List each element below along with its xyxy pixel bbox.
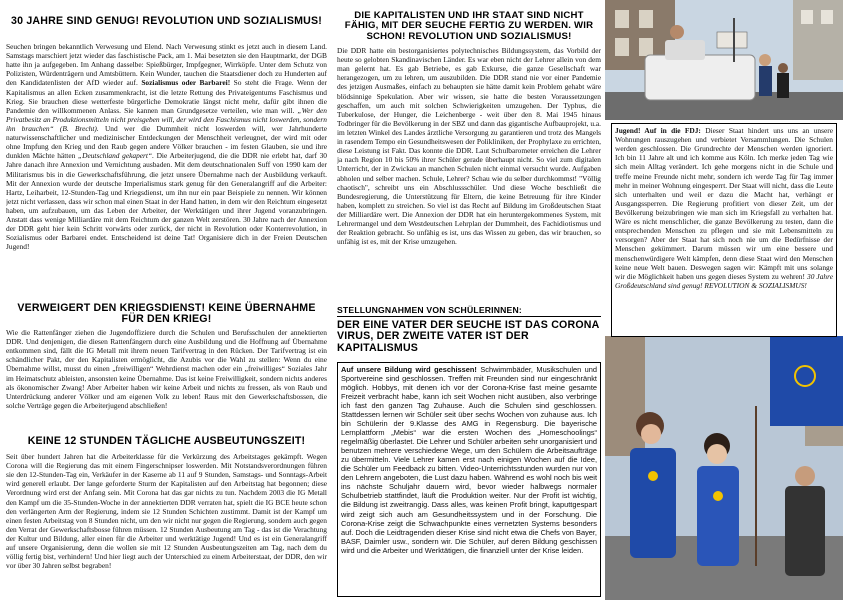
article-1-text-d: Die Arbeiterjugend, die die DDR nie erlebt hat, darf 30 Jahre danach ihre Annexion und Vernichtung ausbaden. Mit dem deutschnationalen Suff von 1990 kam der Militarismus bis in die Gewerkschaftsführung, die jetzt unsere Übernahme nach der Ausbildung verkauft. Mit der Annexion wurde der deutsche Imperialismus stark genug für den Generalangriff auf die Arbeiter: Hartz, Leiharbeit, 12-Stunden-Tag und Kriegsdienst, um ihn nur ein paar Beispiele zu nennen. Wir können jetzt nicht verlassen, dass wir schon mal einen Staat in der Hand hatten, in dem wir den Reichtum eingesetzt haben, um aufzubauen, um das Leben der Arbeiter, der Werktätigen und ihrer Jugend voranzubringen. Anstatt dass wenige Milliardäre mit dem Reichtum der ganzen Welt zerstören. 30 Jahre nach der Annexion der DDR geht hier kein Schritt vorwärts oder zurück, der nicht in Revolution oder Konterrevolution, in Sozialismus oder Barbarei endet. Entscheidend ist deine Tat! Organisiere dich in der Freien Deutschen Jugend! [6, 151, 327, 252]
column-middle [333, 0, 605, 600]
article-1-text-b: So steht die Frage. Wenn der Kapitalismus an allen Ecken zusammenkracht, ist die letzte Rettung des Privateigentums Faschismus und Krieg. Sie brauchen diese wetterfeste bürgerliche Demokratie längst nicht mehr, dafür gibt ihnen die Pandemie den willkommenen Anlass. Sie kannen man Grundgesetze verteilen, wie man will. [6, 78, 327, 115]
demonstration-photo [605, 336, 843, 600]
article-1-headline: 30 JAHRE SIND GENUG! REVOLUTION UND SOZIALISMUS! [11, 15, 322, 27]
student-statement-lead: Auf unsere Bildung wird geschissen! [341, 365, 477, 374]
column-left [0, 0, 333, 600]
article-2-body: Wie die Rattenfänger ziehen die Jugendoffiziere durch die Schulen und Berufsschulen der annektierten DDR. Und denjenigen, die diesen Rattenfängern durch eine Ausbildung und die Hoffnung auf Übernahme entkommen sind, fällt die IG Metall mit ihrem neuen Tarifvertrag in den Rücken. Der Tarifvertrag ist ein schändlicher Pakt, der den Kapitalisten ermöglicht, die Azubis vor die Wahl zu stellen: Wenn du eine Übernahme willst, musst du einen „freiwilligen“ Wehrdienst machen oder ein „freiwilliges“ Soziales Jahr im Heimatschutz ableisten, ansonsten keine Übernahme. Das ist keine Freiwilligkeit, sondern nichts anderes als ökonomischer Zwang! Aber Arbeiter haben wir keine Arbeit und nichts zu fressen, als von Raub und Unterdrückung anderer Völker und am eigenen Volk zu leben! Raus mit den Gewerkschaftsbossen, die solche Verträge gegen die Arbeiterjugend abschließen! [6, 328, 327, 410]
article-5-kicker: STELLUNGNAHMEN VON SCHÜLERINNEN: [337, 305, 522, 315]
article-1-quote-2: „Deutschland gekapert“. [78, 151, 154, 161]
rally-photo [605, 0, 843, 120]
article-1-quote: „Wer den Privatbesitz an Produktionsmitteln nicht preisgeben will, der wird den Faschismus nicht loswerden, sondern ihn brauchen“ (B. Brecht). [6, 105, 327, 133]
section-divider [337, 316, 601, 317]
fdj-statement-body: Dieser Staat hindert uns uns an unsere Wohnungen rauszugehen und verbietet Versammlungen. Die Schulen werden geschlossen. Die Grundrechte der Menschen werden ignoriert. Ich bin 11 Jahre alt und ich komme aus Köln. Ich merke jeden Tag wie sich mein Alltag verändert. Ich gehe morgens nicht in die Schule und treffe meine Freunde nicht mehr, sondern ich werde Tag für Tag immer mehr in meiner Wohnung eingesperrt. Der Staat will nicht, dass die Leute sich unterhalten und weil er dazu die Macht hat, verhängt er Ausgangssperren. Die Regierung profitiert von dieser Zeit, um der Bevölkerung beizubringen wie man sich im Kriegsfall zu verhalten hat. Wäre es nicht menschlicher, die ganze Bevölkerung zu testen, dann die entsprechenden Menschen zu pflegen und sie mit Lebensmitteln zu versorgen? Aber der Staat hat sich noch nie um die Bedürfnisse der Menschen gekümmert. Darum müssen wir um eine bessere und menschenwürdigere Welt kämpfen, denn diese Staat wird den Menschen keine neue Welt bauen. Deswegen sagen wir: [615, 126, 833, 272]
fdj-statement-closing-italic: 30 Jahre Großdeutschland sind genug! REVOLUTION & SOZIALISMUS! [615, 271, 833, 290]
article-4-body: Die DDR hatte ein bestorganisiertes polytechnisches Bildungssystem, das Vorbild der heute so gelobten Skandinavischen Länder. Es war eben nicht der Lehrer allein von dem man gelernt hat. Es gab Betriebe, es gab Exkurse, die ganze Gesellschaft war herangezogen, um zu lehren, um auszubilden. Die DDR stand nie vor einer Pandemie des jetzigen Ausmaßes, einfach zu behaupten sie hätte damit kein Problem gehabt wäre blödsinnige Spekulation. Aber wir wissen, sie hatte die besten Voraussetzungen geschaffen, um auch mit solchen Schwierigkeiten umzugehen. Der Typhus, die Tuberkulose, der Hunger, die Leichenberge - weit über den 8. Mai 1945 hinaus Todbringer für die Bevölkerung in der SBZ und dann das gigantische Aufbauprojekt, u.a. im letzten Winkel des Landes ärztliche Versorgung zu garantieren und trotz des Mangels in rasendem Tempo ein Gesundheitswesen der Polikliniken, der Prophylaxe zu errichten, diese Leistung ist Fakt. Das konnte die DDR. Laut Schulbarometer erreichen die Lehrer ja nach Region 10 bis 50% ihrer Schüler gerade überhaupt nicht. So viel zum digitalen Unterricht, der in Zwickau an manchen Schulen nicht einmal versucht wurde. Aufgaben abholen und selber machen. Schule, Lehrer? Schau wie du selber durchkommst! "Völlig chaotisch", schreibt uns ein Abschlussschüler. Und diese Woche beschließt die Bundesregierung, die Unterstützung für Eltern, die keine Betreuung für ihre Kinder haben, komplett zu streichen. So viel ist das Recht auf Bildung im Großdeutschen Staat der Milliardäre wert. Die Annexion der DDR hat ein heruntergekommenes System, mit Lehrermangel und dem Westdeutschen Lehrplan der Dummheit, des Fachidiotismus und der Reaktion gebracht. So unfähig es ist, uns das Wissen zu geben, das wir brauchen, so unfähig ist es, mit der Krise umzugehen. [337, 46, 601, 247]
article-1-text-a: Seuchen bringen bekanntlich Verwesung und Elend. Nach Verwesung stinkt es jetzt auch in diesem Land. Samstags marschiert jetzt wieder das faschistische Pack, am 1. Mai besetzten sie den Hauptmarkt, der DGB hatte ihn ja aufgegeben. Im Anhang dasselbe: Spießbürger, Impfgegner, Wirrköpfe. Unter dem Schutz von Polizisten, Würdenträgern und Amtsbüttern. Kein Wunder, tauchen die Staatsdiener doch zu Hunderten auf den Kandidatenlisten der AfD wieder auf. [6, 42, 327, 88]
student-statement-box [337, 362, 601, 597]
article-1-bold: Sozialismus oder Barbarei! [141, 78, 231, 88]
fdj-statement-lead: Jugend! Auf in die FDJ: [615, 126, 701, 135]
column-right [605, 0, 843, 600]
article-1-text-c: Und wer die Dummheit nicht loswerden will, wer Jahrhunderte naturwissenschaftlicher und medizinischer Entdeckungen der Menschheit verleugnet, der wird mit oder ohne Impfung den Krieg und den Raub gegen andere Völker brauchen - im festen Glauben, sie und ihre dunklen Mächte hätten [6, 123, 327, 161]
article-3-headline: KEINE 12 STUNDEN TÄGLICHE AUSBEUTUNGSZEIT! [27, 435, 306, 447]
article-3-body: Seit über hundert Jahren hat die Arbeiterklasse für die Verkürzung des Arbeitstages gekämpft. Wegen Corona will die Regierung das mit einem Fingerschnipser loswerden. Mit Notstandsverordnungen führen sie den 12-Stunden-Tag ein, Verkäufer in der Kaserne ab 11 auf 9 Stunden, Samstags- und Sonntags-Arbeit wird generell erlaubt. Der lange geforderte Sturm der Kapitalisten auf den Arbeitstag hat begonnen; diese Verordnung wird erst der Anfang sein. Mit Corona hat das gar nichts zu tun. Nachdem 2003 die IG Metall den Kampf um die 35-Stunden-Woche in der annektierten DDR verraten hat, spielt die IG BCE heute schon den verlängerten Arm der Regierung, indem sie 12 Stunden Schichten zustimmt. Damit ist der Kampf um einen festen Arbeitstag von 8 Stunden nicht, um den wir nicht nur gegen die Regierung, sondern auch gegen den Verrat der Gewerkschaftsbosse führen müssen. 12 Stunden Ausbeutung am Tag - das ist die Verachtung der Kultur und Bildung, aller einen für die Arbeiter und werktätige Jugend! Und es ist ein Generalangriff auf unsere Organisierung, denn die wollen sie mit 12 Stunden Ausbeutungszeiten am Tag, nach dem du völlig fertig bist, verhindern! Und hier liegt auch der Unterschied zu einem Arbeiterstaat, der DDR, den wir vor über 30 Jahren selbst begraben! [6, 452, 327, 571]
fdj-statement-box [611, 123, 837, 337]
article-2-headline: VERWEIGERT DEN KRIEGSDIENST! KEINE ÜBERNAHME FÜR DEN KRIEG! [17, 302, 316, 326]
article-4-headline: DIE KAPITALISTEN UND IHR STAAT SIND NICHT FÄHIG, MIT DER SEUCHE FERTIG ZU WERDEN. WIR SCHON! REVOLUTION UND SOZIALISMUS! [344, 10, 594, 42]
fdj-statement-closing: Kämpft mit uns solange wir die Möglichkeit haben uns gegen dieses System zu wehren! [615, 262, 833, 281]
student-statement-body: Schwimmbäder, Musikschulen und Sportvereine sind geschlossen. Treffen mit Freunden sind nur eingeschränkt möglich. Hobbys, mit denen ich vor der Corona-Krise fast meine gesamte Freizeit verbracht habe, kann ich seit Wochen nicht ausüben, also verbringe ich fast den ganzen Tag Zuhause. Auch die Schulen sind geschlossen. Stattdessen lernen wir Schüler seit über sechs Wochen von zuhause aus. Ich bin Schülerin der 9.Klasse des AMG in Regensburg. Die bayerische Lernplattform „Mebis“ war die ersten Wochen des „Homeschoolings“ regelmäßig überlastet. Die Lehrer und Schüler arbeiten sehr unorganisiert und benutzen mehrere verschiedene Wege, um den Schülern die Arbeitsaufträge zu übermitteln. Viele Lehrer kamen erst nach einigen Wochen auf die Idee, die Schüler um Feedback zu bitten. Video-Unterrichtsstunden wurden nur von den Lehrern angeboten, die Lust dazu haben. Während es wohl noch bis weit ins nächste Schuljahr dauern wird, bevor wieder halbwegs normaler Schulbetrieb stattfindet, läuft die Produktion weiter. Nur der Profit ist wichtig, die Bildung ist zweitrangig. Dass alles, was keinen Profit bringt, kaputtgespart wird zeigt sich auch am Gesundheitssystem und in der Forschung. Die Corona-Krise zeigt die Schwachpunkte eines vernetzten Systems besonders auf. Doch die Leidtragenden dieser Krise sind nicht etwa die Chefs von Bayer, BASF, Daimler usw., sondern wir. Die Schüler, auf deren Bildung geschissen wird und die Arbeiter und Werktätigen, die finanziell unter der Krise leiden. [341, 365, 597, 555]
article-1-body [6, 42, 327, 300]
article-5-headline: DER EINE VATER DER SEUCHE IST DAS CORONA VIRUS, DER ZWEITE VATER IST DER KAPITALISMUS [337, 319, 600, 354]
